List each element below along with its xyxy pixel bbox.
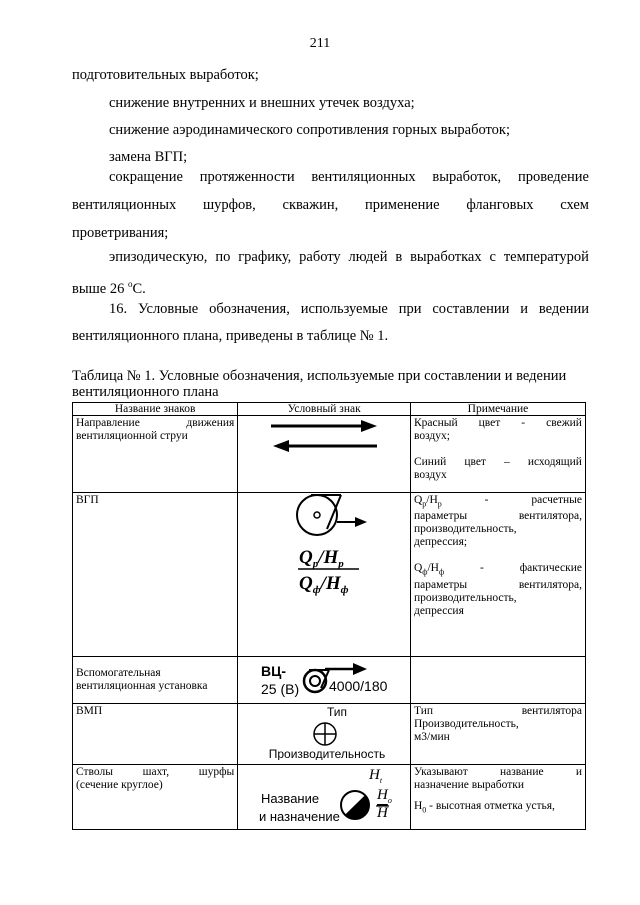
table-caption-line2: вентиляционного плана xyxy=(72,384,219,400)
shaft-name-label: Название xyxy=(261,791,320,806)
aux-fan-label-top: ВЦ- xyxy=(261,663,287,679)
symbol-air-direction-arrows xyxy=(238,416,411,493)
row-name-shafts: Стволы шахт, шурфы (сечение круглое) xyxy=(73,765,238,830)
aux-fan-icon xyxy=(241,657,407,699)
paragraph-vgp-replacement: замена ВГП; xyxy=(109,149,188,165)
paragraph-aero-resistance: снижение аэродинамического сопротивления горных выработок; xyxy=(109,122,510,138)
header-symbol: Условный знак xyxy=(238,403,411,416)
table-row xyxy=(73,416,586,493)
row-note-aux-fan xyxy=(410,657,585,704)
shaft-h-t: $H_t$ xyxy=(369,767,383,785)
symbol-vgp xyxy=(238,493,411,657)
row-name-vmp: ВМП xyxy=(73,704,238,765)
paragraph-reduction-line2: вентиляционных шурфов, скважин, применение фланговых схем xyxy=(72,197,589,213)
vgp-actual-q: $Q_ф/H_ф$ xyxy=(299,573,349,596)
vmp-type-label: Тип xyxy=(327,705,348,719)
table-row xyxy=(73,493,586,657)
shaft-h-bar: H xyxy=(377,805,388,821)
vgp-design-q: $Q_р/H_р$ xyxy=(299,547,344,570)
header-sign-name: Название знаков xyxy=(73,403,238,416)
shaft-purpose-label: и назначение xyxy=(259,809,341,824)
row-note-vmp: Тип вентилятора Производительность, м3/мин xyxy=(410,704,585,765)
header-note: Примечание xyxy=(410,403,585,416)
paragraph-episodic-line1: эпизодическую, по графику, работу людей в выработках с температурой xyxy=(109,249,589,265)
row-note-vgp: $Q_р/Н_р$ - расчетные параметры вентилятора, производительность, депрессия; $Q_ф/Н_ф$ - фактические параметры вентилятора, производительность, депрессия xyxy=(410,493,585,657)
table-row xyxy=(73,657,586,704)
table-row xyxy=(73,765,586,830)
row-name-vgp: ВГП xyxy=(73,493,238,657)
shaft-h-o: $H_o$ xyxy=(377,787,392,805)
vgp-fan-icon xyxy=(241,493,407,603)
symbol-vmp xyxy=(238,704,411,765)
paragraph-air-leakage: снижение внутренних и внешних утечек воздуха; xyxy=(109,95,415,111)
row-name-air-stream: Направление движения вентиляционной струи xyxy=(73,416,238,493)
paragraph-episodic-line2: выше 26 $^o$С. xyxy=(72,279,146,297)
table-header-row xyxy=(73,403,586,416)
table-caption-line1: Таблица № 1. Условные обозначения, используемые при составлении и ведении xyxy=(72,368,567,384)
vmp-capacity-label: Производительность xyxy=(268,747,386,760)
paragraph-preparatory-workings: подготовительных выработок; xyxy=(72,67,259,83)
shaft-icon xyxy=(241,765,407,825)
row-name-aux-fan: Вспомогательная вентиляционная установка xyxy=(73,657,238,704)
legend-table xyxy=(72,402,586,830)
aux-fan-label-bottom: 25 (В) xyxy=(261,681,300,697)
symbol-aux-fan xyxy=(238,657,411,704)
row-note-air-stream: Красный цвет - свежий воздух; Синий цвет – исходящий воздух xyxy=(410,416,585,493)
table-row xyxy=(73,704,586,765)
paragraph-reduction-line1: сокращение протяженности вентиляционных выработок, проведение xyxy=(109,169,589,185)
air-direction-arrows-icon xyxy=(241,416,407,488)
paragraph-item16-line2: вентиляционного плана, приведены в таблице № 1. xyxy=(72,328,389,344)
paragraph-item16-line1: 16. Условные обозначения, используемые при составлении и ведении xyxy=(109,301,589,317)
paragraph-reduction-line3: проветривания; xyxy=(72,225,169,241)
aux-fan-value: 4000/180 xyxy=(329,678,388,694)
symbol-shaft xyxy=(238,765,411,830)
row-note-shafts: Указывают название и назначение выработки $Н_0$ - высотная отметка устья, xyxy=(410,765,585,830)
vmp-fan-icon xyxy=(241,704,407,760)
page-number: 211 xyxy=(309,36,331,51)
